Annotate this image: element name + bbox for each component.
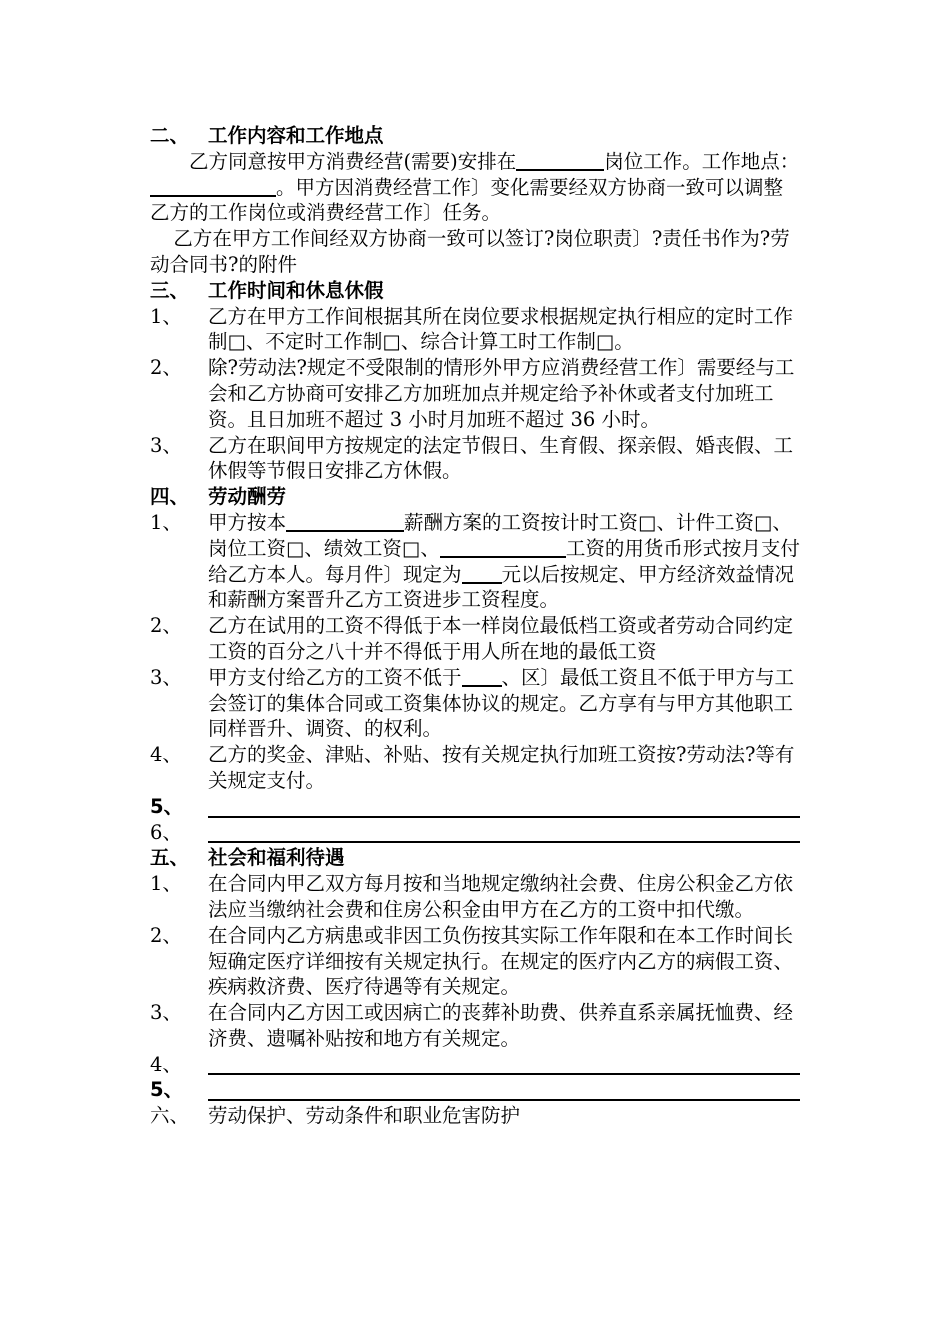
- blank-field: [516, 149, 604, 171]
- list-item: 1、 甲方按本 薪酬方案的工资按计时工资□、计件工资□、岗位工资□、绩效工资□、 工资的用货币形式按月支付给乙方本人。每月件〕现定为 元以后按规定、甲方经济效益情况和薪酬方案晋升乙方工资进步工资程度。: [150, 510, 800, 612]
- section-title: 社会和福利待遇: [208, 846, 345, 870]
- paragraph: 乙方在甲方工作间经双方协商一致可以签订?岗位职责〕?责任书作为?劳动合同书?的附件: [150, 227, 790, 276]
- section-number: 二、: [150, 124, 190, 147]
- blank-list-item: 5、: [150, 794, 800, 820]
- paragraph: 乙方同意按甲方消费经营(需要)安排在 岗位工作。工作地点：。甲方因消费经营工作〕变化需要经双方协商一致可以调整乙方的工作岗位或消费经营工作〕任务。: [150, 149, 800, 225]
- blank-field: [150, 175, 276, 197]
- blank-list-item: 6、: [150, 820, 800, 846]
- blank-field: [286, 510, 404, 532]
- section-number: 四、: [150, 485, 190, 509]
- list-item: 3、 甲方支付给乙方的工资不低于 、区〕最低工资且不低于甲方与工会签订的集体合同或工资集体协议的规定。乙方享有与甲方其他职工同样晋升、调资、的权利。: [150, 665, 795, 741]
- list-item: 4、 乙方的奖金、津贴、补贴、按有关规定执行加班工资按?劳动法?等有关规定支付。: [150, 743, 795, 792]
- list-item: 1、 乙方在甲方工作间根据其所在岗位要求根据规定执行相应的定时工作制□、不定时工作制□、综合计算工时工作制□。: [150, 304, 794, 354]
- section-title: 劳动酬劳: [208, 485, 287, 509]
- list-item: 3、 乙方在职间甲方按规定的法定节假日、生育假、探亲假、婚丧假、工休假等节假日安排乙方休假。: [150, 433, 794, 483]
- blank-field: [440, 536, 566, 558]
- section-4-heading: [150, 484, 800, 510]
- blank-line: [208, 840, 800, 843]
- section-title: 工作内容和工作地点: [208, 124, 384, 147]
- list-item: 2、 在合同内乙方病患或非因工负伤按其实际工作年限和在本工作时间长短确定医疗详细按有关规定执行。在规定的医疗内乙方的病假工资、疾病救济费、医疗待遇等有关规定。: [150, 923, 794, 999]
- list-item: 2、 除?劳动法?规定不受限制的情形外甲方应消费经营工作〕需要经与工会和乙方协商可安排乙方加班加点并规定给予补休或者支付加班工资。且日加班不超过 3 小时月加班不超过 36 小时。: [150, 356, 795, 431]
- blank-field: [462, 562, 502, 584]
- section-number: 三、: [150, 278, 190, 302]
- section-2-heading: [150, 123, 800, 149]
- blank-line: [208, 1072, 800, 1075]
- section-title: 劳动保护、劳动条件和职业危害防护: [208, 1104, 521, 1128]
- blank-list-item: 4、: [150, 1052, 800, 1078]
- blank-line: [208, 1098, 800, 1101]
- section-title: 工作时间和休息休假: [208, 278, 384, 302]
- list-item: 2、 乙方在试用的工资不得低于本一样岗位最低档工资或者劳动合同约定工资的百分之八十并不得低于用人所在地的最低工资: [150, 614, 794, 663]
- list-item: 3、 在合同内乙方因工或因病亡的丧葬补助费、供养直系亲属抚恤费、经济费、遗嘱补贴按和地方有关规定。: [150, 1001, 794, 1050]
- section-number: 六、: [150, 1104, 190, 1128]
- blank-list-item: 5、: [150, 1077, 800, 1103]
- section-3-heading: [150, 278, 800, 304]
- list-item: 1、 在合同内甲乙双方每月按和当地规定缴纳社会费、住房公积金乙方依法应当缴纳社会费和住房公积金由甲方在乙方的工资中扣代缴。: [150, 872, 794, 921]
- blank-field: [462, 665, 502, 687]
- blank-line: [208, 815, 800, 818]
- section-5-heading: [150, 845, 800, 871]
- document-body: [150, 123, 800, 1129]
- section-6-heading: [150, 1103, 800, 1129]
- section-number: 五、: [150, 846, 190, 870]
